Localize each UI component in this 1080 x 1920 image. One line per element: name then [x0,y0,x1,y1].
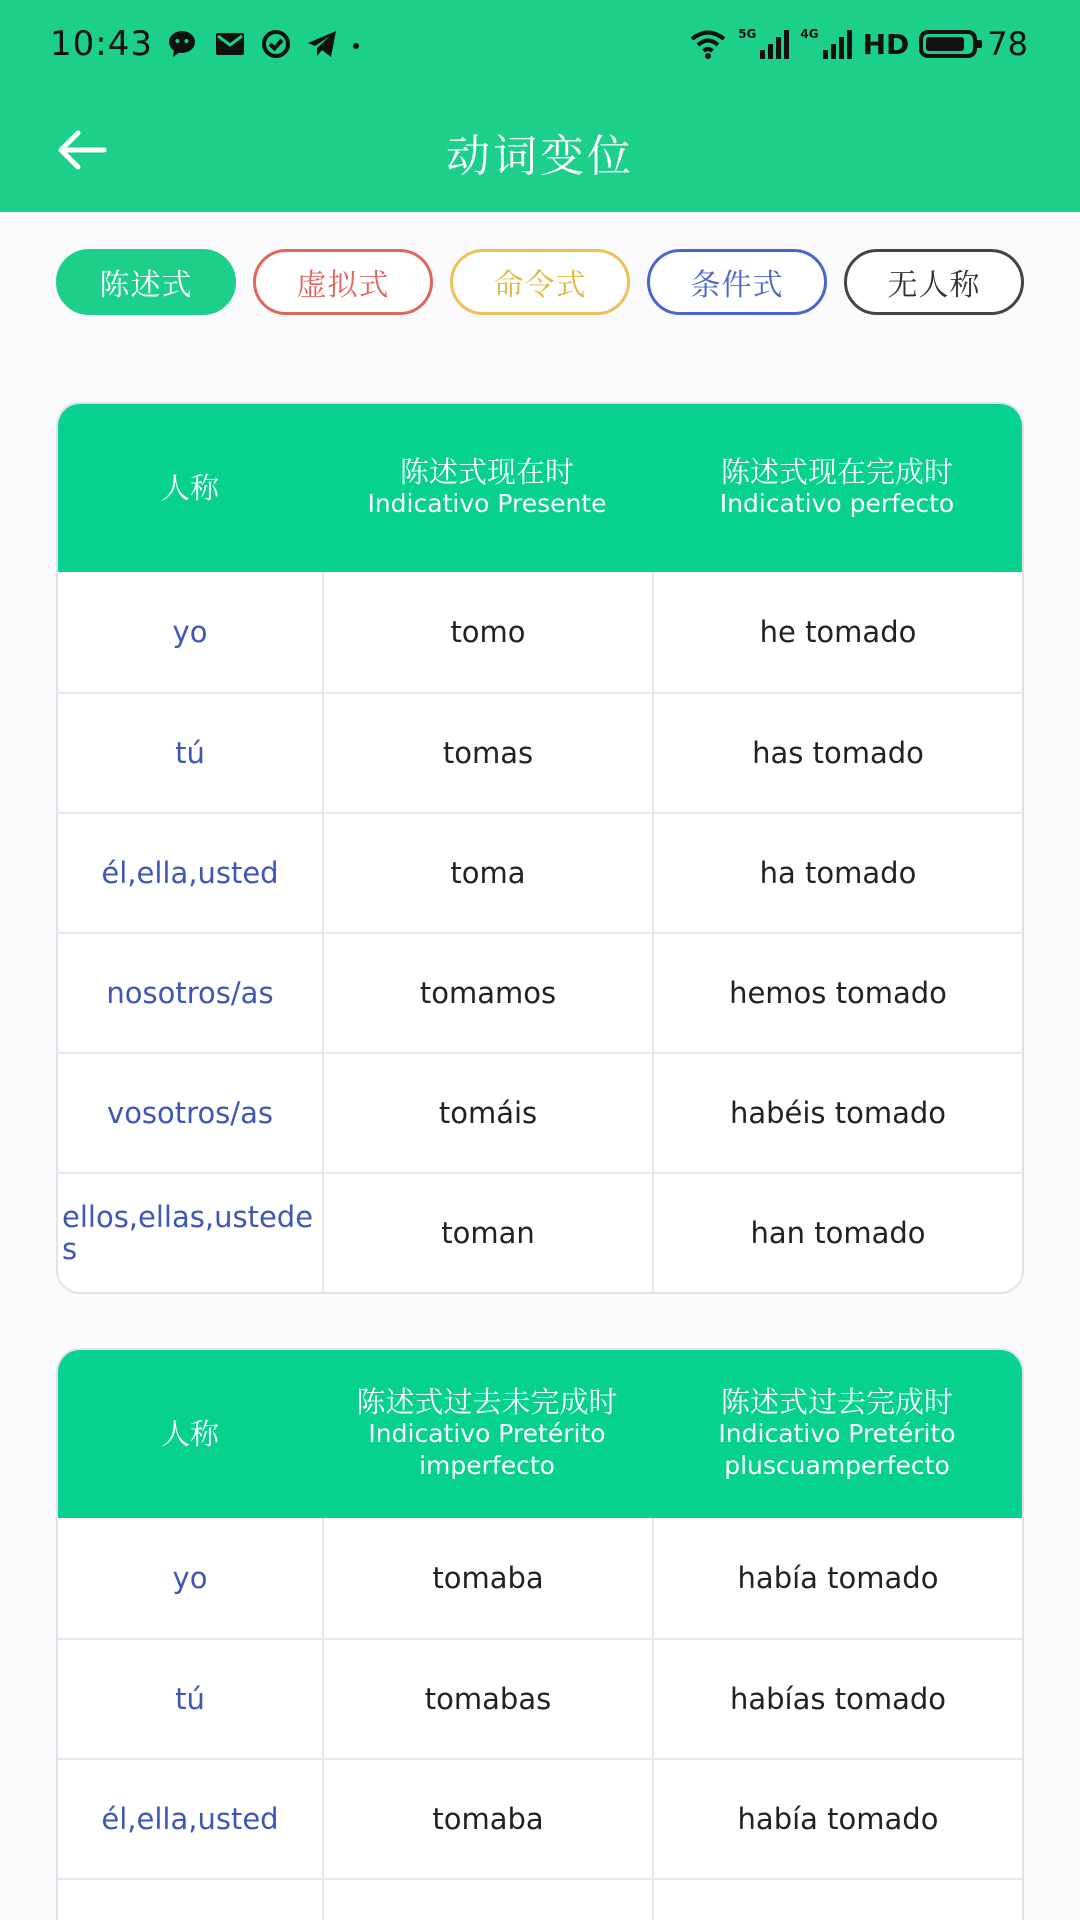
conjugation-cell: había tomado [652,1518,1022,1638]
battery-level: 78 [987,25,1028,63]
person-cell: nosotros/as [106,976,274,1010]
header-person: 人称 [160,1417,219,1451]
conjugation-cell: han tomado [652,1174,1022,1292]
conjugation-cell [652,1880,1022,1920]
conjugation-cell: toman [322,1174,652,1292]
table-row [58,572,1022,692]
wifi-icon [688,28,728,60]
tab-indicativo[interactable]: 陈述式 [56,249,236,315]
table-row [58,1052,1022,1172]
person-cell: yo [172,615,208,649]
battery-icon [919,30,977,58]
notification-icons [168,28,360,60]
conjugation-cell: habéis tomado [652,1054,1022,1172]
person-cell [58,1880,322,1920]
conjugation-cell: tomaba [322,1518,652,1638]
hd-label: HD [862,27,910,61]
table-row [58,1758,1022,1878]
table-row [58,1638,1022,1758]
signal-icon-1 [758,28,790,60]
mail-icon [214,28,246,60]
check-circle-icon [260,28,292,60]
person-cell: ellos,ellas,ustedes [62,1200,314,1266]
mood-tabs [56,249,1024,315]
header-tense-1: 陈述式过去未完成时 Indicativo Pretérito imperfecto [356,1385,618,1480]
table-row [58,932,1022,1052]
conjugation-cell: tomamos [322,934,652,1052]
table-row [58,692,1022,812]
person-cell: tú [175,1682,205,1716]
header-tense-1: 陈述式现在时 Indicativo Presente [367,455,607,518]
status-bar [0,0,1080,90]
person-cell: tú [175,736,205,770]
conjugation-cell: tomas [322,694,652,812]
network-label-2: 4G [800,27,819,41]
table-row [58,812,1022,932]
conjugation-cell: hemos tomado [652,934,1022,1052]
person-cell: él,ella,usted [101,1802,279,1836]
table-row [58,1518,1022,1638]
person-cell: yo [172,1561,208,1595]
app-bar [0,90,1080,212]
conjugation-table-present [56,402,1024,1294]
system-status [688,22,1028,66]
conjugation-cell: he tomado [652,572,1022,692]
dot-icon [352,28,360,60]
conjugation-cell: había tomado [652,1760,1022,1878]
header-tense-2: 陈述式现在完成时 Indicativo perfecto [719,455,955,518]
conjugation-table-past [56,1348,1024,1920]
person-cell: él,ella,usted [101,856,279,890]
conjugation-cell: tomo [322,572,652,692]
signal-icon-2 [821,28,853,60]
table-body [58,572,1022,1292]
conjugation-cell [322,1880,652,1920]
telegram-icon [306,28,338,60]
person-cell: vosotros/as [107,1096,273,1130]
conjugation-cell: tomáis [322,1054,652,1172]
conjugation-cell: toma [322,814,652,932]
header-person: 人称 [160,471,219,505]
network-label-1: 5G [738,27,757,41]
header-tense-2: 陈述式过去完成时 Indicativo Pretérito pluscuamperfecto [718,1385,956,1480]
conjugation-cell: habías tomado [652,1640,1022,1758]
table-row [58,1878,1022,1920]
conjugation-cell: tomaba [322,1760,652,1878]
table-body [58,1518,1022,1920]
tab-impersonal[interactable]: 无人称 [844,249,1024,315]
conjugation-cell: has tomado [652,694,1022,812]
tab-imperativo[interactable]: 命令式 [450,249,630,315]
table-header [58,404,1022,572]
conjugation-cell: tomabas [322,1640,652,1758]
tab-condicional[interactable]: 条件式 [647,249,827,315]
status-time: 10:43 [50,24,153,64]
page-title: 动词变位 [446,131,634,182]
table-header [58,1350,1022,1518]
conjugation-cell: ha tomado [652,814,1022,932]
tab-subjuntivo[interactable]: 虚拟式 [253,249,433,315]
table-row [58,1172,1022,1292]
wechat-icon [168,28,200,60]
